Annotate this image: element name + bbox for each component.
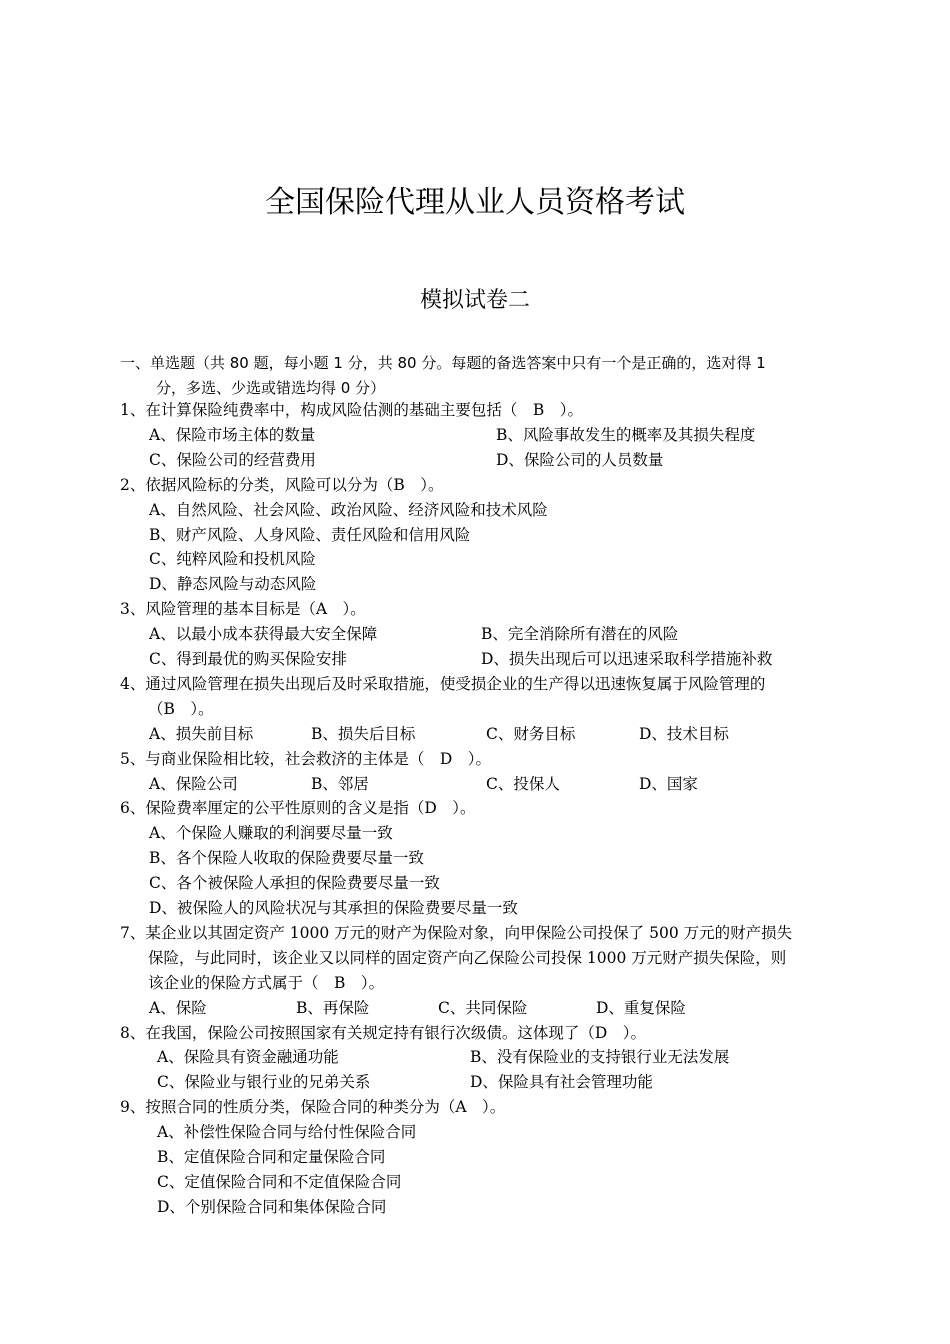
option-b: B、定值保险合同和定量保险合同 bbox=[157, 1148, 386, 1167]
question-7 bbox=[120, 921, 832, 1021]
option-c: C、得到最优的购买保险安排 bbox=[149, 650, 347, 669]
option-c: C、保险业与银行业的兄弟关系 bbox=[157, 1073, 371, 1092]
question-stem: 5、与商业保险相比较，社会救济的主体是（ D ）。 bbox=[120, 749, 492, 768]
option-b: B、没有保险业的支持银行业无法发展 bbox=[470, 1048, 730, 1067]
option-row bbox=[120, 722, 832, 747]
option-d: D、个别保险合同和集体保险合同 bbox=[157, 1197, 387, 1216]
option-row bbox=[120, 1070, 832, 1095]
option-c: C、共同保险 bbox=[438, 998, 528, 1017]
option-c: C、财务目标 bbox=[486, 724, 576, 743]
option-row bbox=[120, 647, 832, 672]
question-list bbox=[120, 398, 832, 1220]
option-a: A、补偿性保险合同与给付性保险合同 bbox=[157, 1123, 417, 1142]
option-d: D、保险具有社会管理功能 bbox=[470, 1073, 653, 1092]
option-d: D、保险公司的人员数量 bbox=[496, 450, 664, 469]
section-heading bbox=[120, 351, 832, 401]
option-a: A、保险市场主体的数量 bbox=[149, 425, 316, 444]
option-c: C、定值保险合同和不定值保险合同 bbox=[157, 1172, 402, 1191]
question-1 bbox=[120, 398, 832, 473]
option-c: C、保险公司的经营费用 bbox=[149, 450, 316, 469]
question-8 bbox=[120, 1021, 832, 1096]
question-stem: 7、某企业以其固定资产 1000 万元的财产为保险对象，向甲保险公司投保了 500 万元的财产损失 bbox=[120, 923, 793, 942]
option-c: C、投保人 bbox=[486, 774, 560, 793]
option-d: D、静态风险与动态风险 bbox=[149, 575, 317, 594]
option-a: A、损失前目标 bbox=[149, 724, 254, 743]
option-row bbox=[120, 772, 832, 797]
option-a: A、保险公司 bbox=[149, 774, 238, 793]
option-b: B、各个保险人收取的保险费要尽量一致 bbox=[149, 849, 424, 868]
document-subtitle: 模拟试卷二 bbox=[419, 288, 530, 313]
option-d: D、损失出现后可以迅速采取科学措施补救 bbox=[481, 650, 773, 669]
option-d: D、国家 bbox=[639, 774, 698, 793]
option-b: B、完全消除所有潜在的风险 bbox=[481, 625, 679, 644]
question-9 bbox=[120, 1095, 832, 1220]
option-a: A、保险具有资金融通功能 bbox=[157, 1048, 339, 1067]
option-row bbox=[120, 996, 832, 1021]
option-row bbox=[120, 622, 832, 647]
option-c: C、纯粹风险和投机风险 bbox=[149, 550, 316, 569]
option-a: A、个保险人赚取的利润要尽量一致 bbox=[149, 824, 393, 843]
question-3 bbox=[120, 597, 832, 672]
question-stem: 2、依据风险标的分类，风险可以分为（B ）。 bbox=[120, 475, 444, 494]
question-5 bbox=[120, 747, 832, 797]
option-a: A、以最小成本获得最大安全保障 bbox=[149, 625, 378, 644]
section-heading-line1: 一、单选题（共 80 题，每小题 1 分，共 80 分。每题的备选答案中只有一个是正确的，选对得 1 bbox=[120, 354, 766, 372]
option-b: B、财产风险、人身风险、责任风险和信用风险 bbox=[149, 525, 471, 544]
document-title: 全国保险代理从业人员资格考试 bbox=[265, 185, 685, 220]
option-b: B、风险事故发生的概率及其损失程度 bbox=[496, 425, 756, 444]
question-stem: 6、保险费率厘定的公平性原则的含义是指（D ）。 bbox=[120, 799, 476, 818]
section-heading-line2: 分，多选、少选或错选均得 0 分） bbox=[156, 379, 386, 397]
option-a: A、保险 bbox=[149, 998, 207, 1017]
question-stem: 4、通过风险管理在损失出现后及时采取措施，使受损企业的生产得以迅速恢复属于风险管理的 bbox=[120, 674, 766, 693]
option-b: B、邻居 bbox=[311, 774, 369, 793]
option-d: D、被保险人的风险状况与其承担的保险费要尽量一致 bbox=[149, 899, 518, 918]
question-2 bbox=[120, 473, 832, 598]
question-stem-continued: （B ）。 bbox=[148, 699, 214, 718]
option-c: C、各个被保险人承担的保险费要尽量一致 bbox=[149, 874, 440, 893]
option-d: D、重复保险 bbox=[596, 998, 686, 1017]
option-d: D、技术目标 bbox=[639, 724, 729, 743]
option-a: A、自然风险、社会风险、政治风险、经济风险和技术风险 bbox=[149, 500, 548, 519]
option-b: B、再保险 bbox=[296, 998, 370, 1017]
question-stem-continued: 该企业的保险方式属于（ B ）。 bbox=[148, 973, 385, 992]
question-stem: 8、在我国，保险公司按照国家有关规定持有银行次级债。这体现了（D ）。 bbox=[120, 1023, 647, 1042]
question-stem: 1、在计算保险纯费率中，构成风险估测的基础主要包括（ B ）。 bbox=[120, 401, 584, 419]
option-b: B、损失后目标 bbox=[311, 724, 416, 743]
question-6 bbox=[120, 796, 832, 921]
question-stem: 3、风险管理的基本目标是（A ）。 bbox=[120, 600, 366, 619]
option-row bbox=[120, 1045, 832, 1070]
question-stem: 9、按照合同的性质分类，保险合同的种类分为（A ）。 bbox=[120, 1098, 506, 1117]
option-row bbox=[120, 423, 832, 448]
option-row bbox=[120, 448, 832, 473]
question-stem-continued: 保险，与此同时，该企业又以同样的固定资产向乙保险公司投保 1000 万元财产损失保险，则 bbox=[148, 948, 787, 967]
question-4 bbox=[120, 672, 832, 747]
